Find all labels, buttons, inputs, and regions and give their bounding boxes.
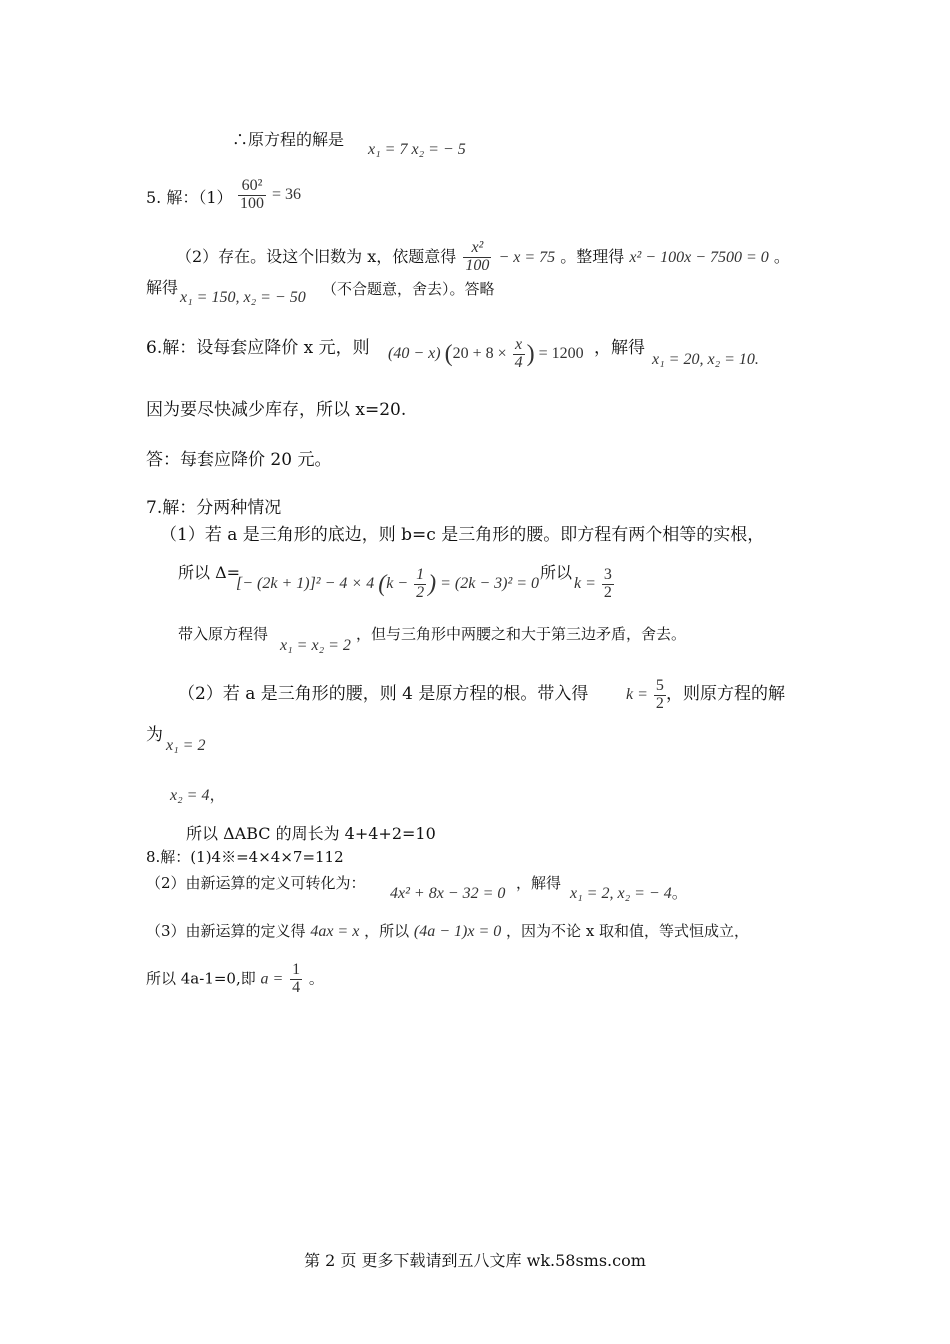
q7-substitute: 带入原方程得 [178,625,269,643]
q6-solution: x₁ = 20, x₂ = 10. [652,351,759,368]
q7-x2: x₂ = 4， [170,787,226,804]
solution-line [232,132,344,148]
q5-part2: （2）存在。设这个旧数为 x，依题意得 $\frac{\text{x²}}{100}$ − x = 75 。整理得 x² − 100x − 7500 = 0 。 [176,239,790,274]
q7-so: 所以 [540,563,573,582]
q8-part3: （3）由新运算的定义得 4ax = x ，所以 (4a − 1)x = 0 ，因为不论 x 取和值，等式恒成立， [146,922,750,940]
q7-case2-k: k = $\frac{5}{2}$ [626,677,664,712]
q7-title: 7.解：分两种情况 [146,498,282,518]
q7-delta-math: [− (2k + 1)]² − 4 × 4 (k − $\frac{1}{2}$ ) = (2k − 3)² = 0 [236,566,540,601]
q7-perimeter: 所以 ΔABC 的周长为 4+4+2=10 [186,824,436,843]
q6-line: 6.解：设每套应降价 x 元，则 [146,338,370,358]
q7-case1: （1）若 a 是三角形的底边，则 b=c 是三角形的腰。即方程有两个相等的实根， [160,525,765,545]
q6-answer: 答：每套应降价 20 元。 [146,450,332,470]
q7-case2-tail: ，则原方程的解 [666,684,785,704]
q5-fraction: $\frac{\text{60²}}{100}$ = 36 [240,177,302,212]
q7-sub-note: ，但与三角形中两腰之和大于第三边矛盾，舍去。 [356,625,687,643]
q7-sub-math: x₁ = x₂ = 2 [280,637,351,654]
page-footer: 第 2 页 更多下载请到五八文库 wk.58sms.com [304,1251,646,1270]
solution-math: x₁ = 7 x₂ = − 5 [368,141,466,158]
q8-part4: 所以 4a-1=0,即 a = $\frac{1}{4}$ 。 [146,961,324,996]
q8-part2-eq: 4x² + 8x − 32 = 0 [390,885,506,902]
q5-label: 5. 解：（1） [146,188,233,207]
q5-solution-math: x₁ = 150, x₂ = − 50 [180,289,306,306]
solution-text: ∴原方程的解是 [232,130,345,149]
q6-reason: 因为要尽快减少库存，所以 x=20. [146,400,407,420]
q8-part2-solve: ，解得 [516,874,562,892]
q7-x1: x₁ = 2 [166,737,206,754]
q6-equation: (40 − x) (20 + 8 × $\frac{x}{4}$ ) = 1200 [388,336,584,371]
q8-part2: （2）由新运算的定义可转化为： [146,874,366,892]
q7-case2: （2）若 a 是三角形的腰，则 4 是原方程的根。带入得 [178,684,589,704]
q5-note: （不合题意，舍去）。答略 [322,280,495,298]
q7-wei: 为 [146,725,163,745]
q6-solve-text: ，解得 [594,338,645,358]
q7-k-value: k = $\frac{3}{2}$ [574,566,612,601]
q8-title: 8.解：(1)4※=4×4×7=112 [146,848,344,866]
q7-delta-label: 所以 Δ= [178,563,241,582]
q5-solution-text: 解得 [146,278,179,297]
q8-part2-sol: x₁ = 2, x₂ = − 4。 [570,885,688,902]
